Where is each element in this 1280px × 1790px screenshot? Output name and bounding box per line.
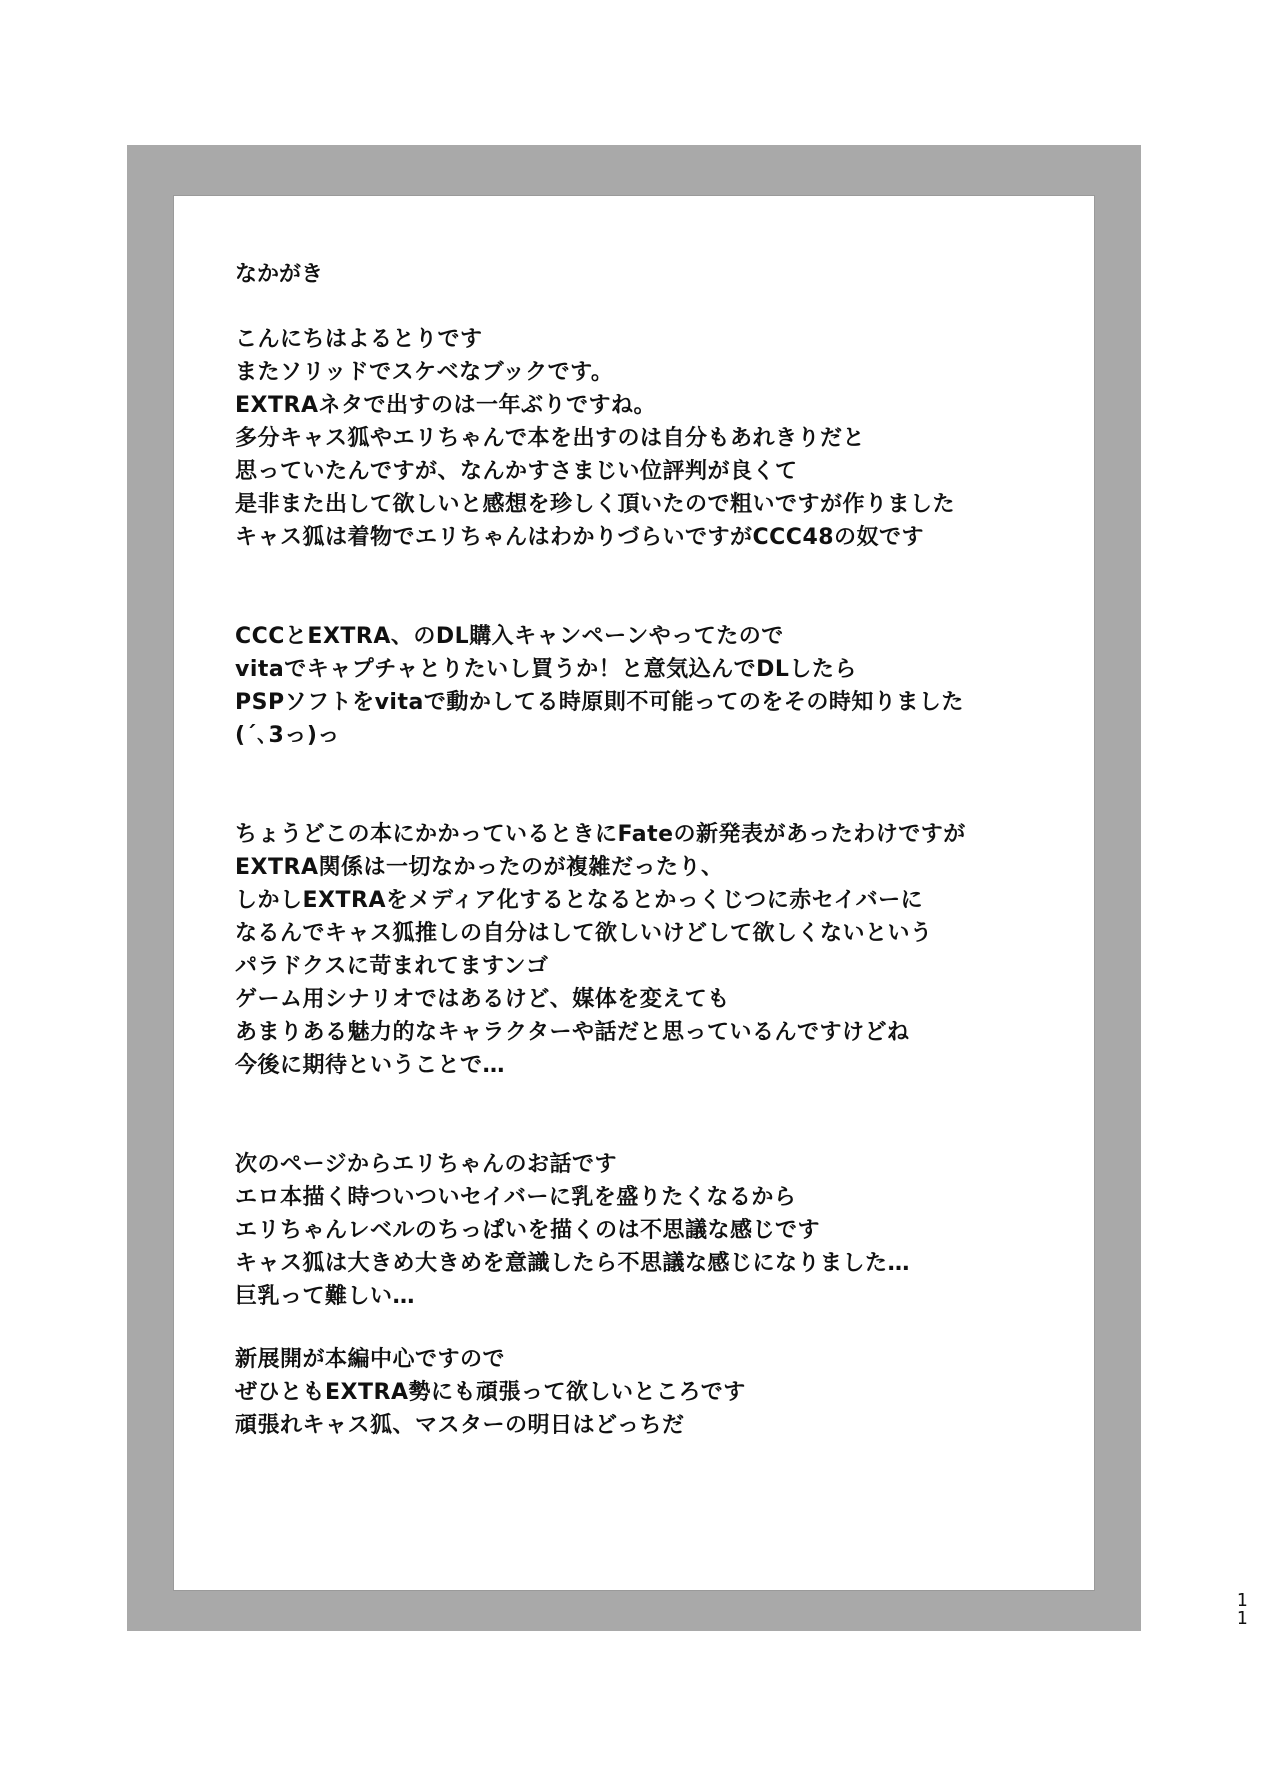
text-line: PSPソフトをvitaで動かしてる時原則不可能ってのをその時知りました bbox=[235, 690, 964, 715]
text-line: キャス狐は着物でエリちゃんはわかりづらいですがCCC48の奴です bbox=[235, 525, 925, 550]
text-line: EXTRAネタで出すのは一年ぶりですね。 bbox=[235, 393, 656, 418]
text-line: エロ本描く時ついついセイバーに乳を盛りたくなるから bbox=[235, 1185, 797, 1210]
text-line: 巨乳って難しい… bbox=[235, 1284, 416, 1309]
page-number-text: 11 bbox=[1236, 1590, 1248, 1629]
text-line: EXTRA関係は一切なかったのが複雑だったり、 bbox=[235, 855, 724, 880]
text-line: vitaでキャプチャとりたいし買うか！と意気込んでDLしたら bbox=[235, 657, 857, 682]
text-line: 是非また出して欲しいと感想を珍しく頂いたので粗いですが作りました bbox=[235, 492, 956, 517]
text-line: エリちゃんレベルのちっぱいを描くのは不思議な感じです bbox=[235, 1218, 821, 1243]
text-line: CCCとEXTRA、のDL購入キャンペーンやってたので bbox=[235, 624, 784, 649]
page-title: なかがき bbox=[235, 262, 324, 287]
paragraph-greeting bbox=[235, 323, 1095, 554]
text-line: あまりある魅力的なキャラクターや話だと思っているんですけどね bbox=[235, 1020, 910, 1045]
text-line: ゲーム用シナリオではあるけど、媒体を変えても bbox=[235, 987, 730, 1012]
text-line: 今後に期待ということで… bbox=[235, 1053, 506, 1078]
text-line: 新展開が本編中心ですので bbox=[235, 1347, 506, 1372]
text-panel bbox=[173, 195, 1095, 1591]
text-line: 次のページからエリちゃんのお話です bbox=[235, 1152, 618, 1177]
afterword-text bbox=[235, 255, 1095, 1442]
text-line: 思っていたんですが、なんかすさまじい位評判が良くて bbox=[235, 459, 798, 484]
paragraph-gap bbox=[235, 1082, 1095, 1148]
text-line: 多分キャス狐やエリちゃんで本を出すのは自分もあれきりだと bbox=[235, 426, 866, 451]
text-line: なるんでキャス狐推しの自分はして欲しいけどして欲しくないという bbox=[235, 921, 933, 946]
text-line: ちょうどこの本にかかっているときにFateの新発表があったわけですが bbox=[235, 822, 966, 847]
text-line: 頑張れキャス狐、マスターの明日はどっちだ bbox=[235, 1413, 685, 1438]
text-line: しかしEXTRAをメディア化するとなるとかっくじつに赤セイバーに bbox=[235, 888, 924, 913]
text-line: ぜひともEXTRA勢にも頑張って欲しいところです bbox=[235, 1380, 746, 1405]
page-number bbox=[1236, 1592, 1248, 1628]
paragraph-gap bbox=[235, 752, 1095, 818]
paragraph-gap bbox=[235, 1313, 1095, 1343]
paragraph-gap bbox=[235, 554, 1095, 620]
text-line: こんにちはよるとりです bbox=[235, 327, 483, 352]
text-line: キャス狐は大きめ大きめを意識したら不思議な感じになりました… bbox=[235, 1251, 911, 1276]
text-line: (´､3っ)っ bbox=[235, 723, 340, 748]
text-line: またソリッドでスケベなブックです。 bbox=[235, 360, 614, 385]
paragraph-closing bbox=[235, 1343, 1095, 1442]
paragraph-dl-campaign bbox=[235, 620, 1095, 752]
paragraph-fate-announcement bbox=[235, 818, 1095, 1082]
paragraph-next-story bbox=[235, 1148, 1095, 1313]
text-line: パラドクスに苛まれてますンゴ bbox=[235, 954, 549, 979]
